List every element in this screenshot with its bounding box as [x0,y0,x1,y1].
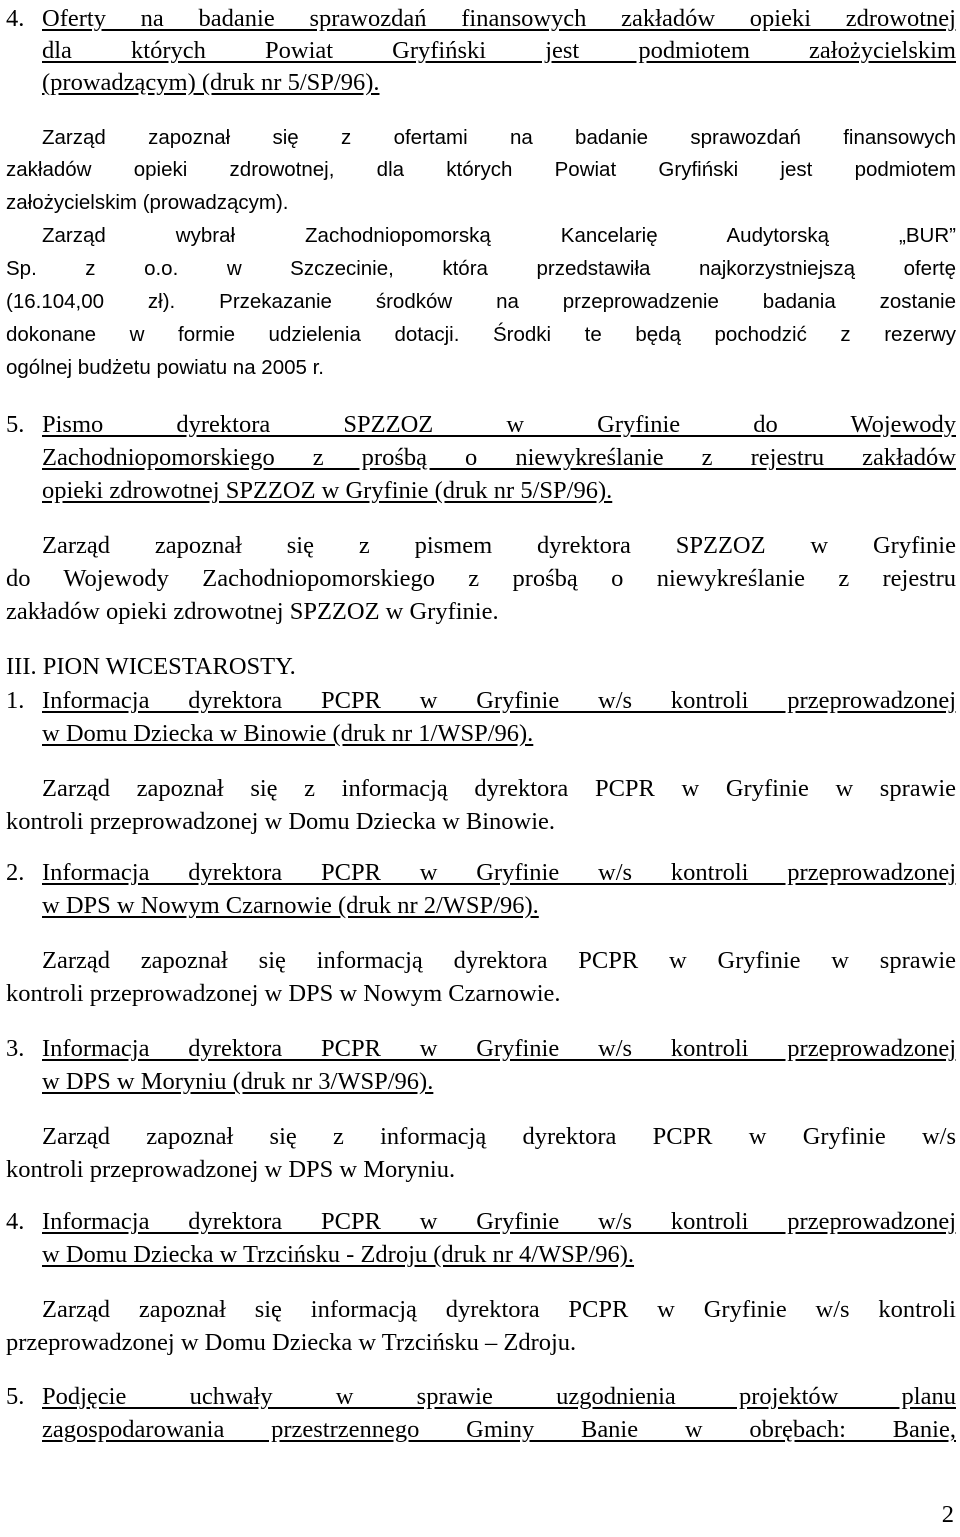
item-2-title-line: Informacja dyrektora PCPR w Gryfinie w/s kontroli przeprowadzonej [42,859,956,886]
item-4-title-line: Informacja dyrektora PCPR w Gryfinie w/s kontroli przeprowadzonej [42,1208,956,1235]
section-5-title-line: Pismo dyrektora SPZZOZ w Gryfinie do Wojewody [42,411,956,438]
item-1-title-line: Informacja dyrektora PCPR w Gryfinie w/s kontroli przeprowadzonej [42,687,956,714]
section-4-title-line: (prowadzącym) (druk nr 5/SP/96). [42,69,380,96]
section-4-title-line: Oferty na badanie sprawozdań finansowych zakładów opieki zdrowotnej [42,5,956,32]
section-4-body-line: Sp. z o.o. w Szczecinie, która przedstawiła najkorzystniejszą ofertę [6,257,956,280]
item-1-body-line: kontroli przeprowadzonej w Domu Dziecka w Binowie. [6,808,556,835]
section-4-body-line: zakładów opieki zdrowotnej, dla których Powiat Gryfiński jest podmiotem [6,158,956,181]
item-3-title-line: w DPS w Moryniu (druk nr 3/WSP/96). [42,1068,434,1095]
page-number: 2 [941,1501,954,1528]
item-3-body-line: Zarząd zapoznał się z informacją dyrektora PCPR w Gryfinie w/s [42,1123,956,1150]
item-4-body-line: Zarząd zapoznał się informacją dyrektora PCPR w Gryfinie w/s kontroli [42,1296,956,1323]
item-3-title-line: Informacja dyrektora PCPR w Gryfinie w/s kontroli przeprowadzonej [42,1035,956,1062]
section-4-body-line: ogólnej budżetu powiatu na 2005 r. [6,356,325,379]
section-4-title-line: dla których Powiat Gryfiński jest podmiotem założycielskim [42,37,956,64]
item-2-number: 2. [6,859,25,886]
section-5-title-line: Zachodniopomorskiego z prośbą o niewykreślanie z rejestru zakładów [42,444,956,471]
item-4-number: 4. [6,1208,25,1235]
section-5-body-line: zakładów opieki zdrowotnej SPZZOZ w Gryfinie. [6,598,499,625]
item-2-body-line: kontroli przeprowadzonej w DPS w Nowym Czarnowie. [6,980,561,1007]
section-5-number: 5. [6,411,25,438]
item-5-title-line: Podjęcie uchwały w sprawie uzgodnienia projektów planu [42,1383,956,1410]
section-4-body-line: dokonane w formie udzielenia dotacji. Środki te będą pochodzić z rezerwy [6,323,956,346]
item-4-body-line: przeprowadzonej w Domu Dziecka w Trzcińsku – Zdroju. [6,1329,577,1356]
section-4-body-line: Zarząd zapoznał się z ofertami na badanie sprawozdań finansowych [42,126,956,149]
item-1-body-line: Zarząd zapoznał się z informacją dyrektora PCPR w Gryfinie w sprawie [42,775,956,802]
item-2-body-line: Zarząd zapoznał się informacją dyrektora PCPR w Gryfinie w sprawie [42,947,956,974]
chapter-heading: III. PION WICESTAROSTY. [6,653,296,680]
section-5-title-line: opieki zdrowotnej SPZZOZ w Gryfinie (druk nr 5/SP/96). [42,477,613,504]
item-3-number: 3. [6,1035,25,1062]
item-5-title-line: zagospodarowania przestrzennego Gminy Banie w obrębach: Banie, [42,1416,956,1443]
item-1-title-line: w Domu Dziecka w Binowie (druk nr 1/WSP/96). [42,720,534,747]
section-4-body-line: założycielskim (prowadzącym). [6,191,289,214]
item-1-number: 1. [6,687,25,714]
section-4-body-line: Zarząd wybrał Zachodniopomorską Kancelarię Audytorską „BUR” [42,224,956,247]
section-5-body-line: do Wojewody Zachodniopomorskiego z prośbą o niewykreślanie z rejestru [6,565,956,592]
section-5-body-line: Zarząd zapoznał się z pismem dyrektora SPZZOZ w Gryfinie [42,532,956,559]
section-4-number: 4. [6,5,25,32]
item-3-body-line: kontroli przeprowadzonej w DPS w Moryniu. [6,1156,456,1183]
item-2-title-line: w DPS w Nowym Czarnowie (druk nr 2/WSP/96). [42,892,539,919]
section-4-body-line: (16.104,00 zł). Przekazanie środków na przeprowadzenie badania zostanie [6,290,956,313]
item-5-number: 5. [6,1383,25,1410]
item-4-title-line: w Domu Dziecka w Trzcińsku - Zdroju (druk nr 4/WSP/96). [42,1241,635,1268]
